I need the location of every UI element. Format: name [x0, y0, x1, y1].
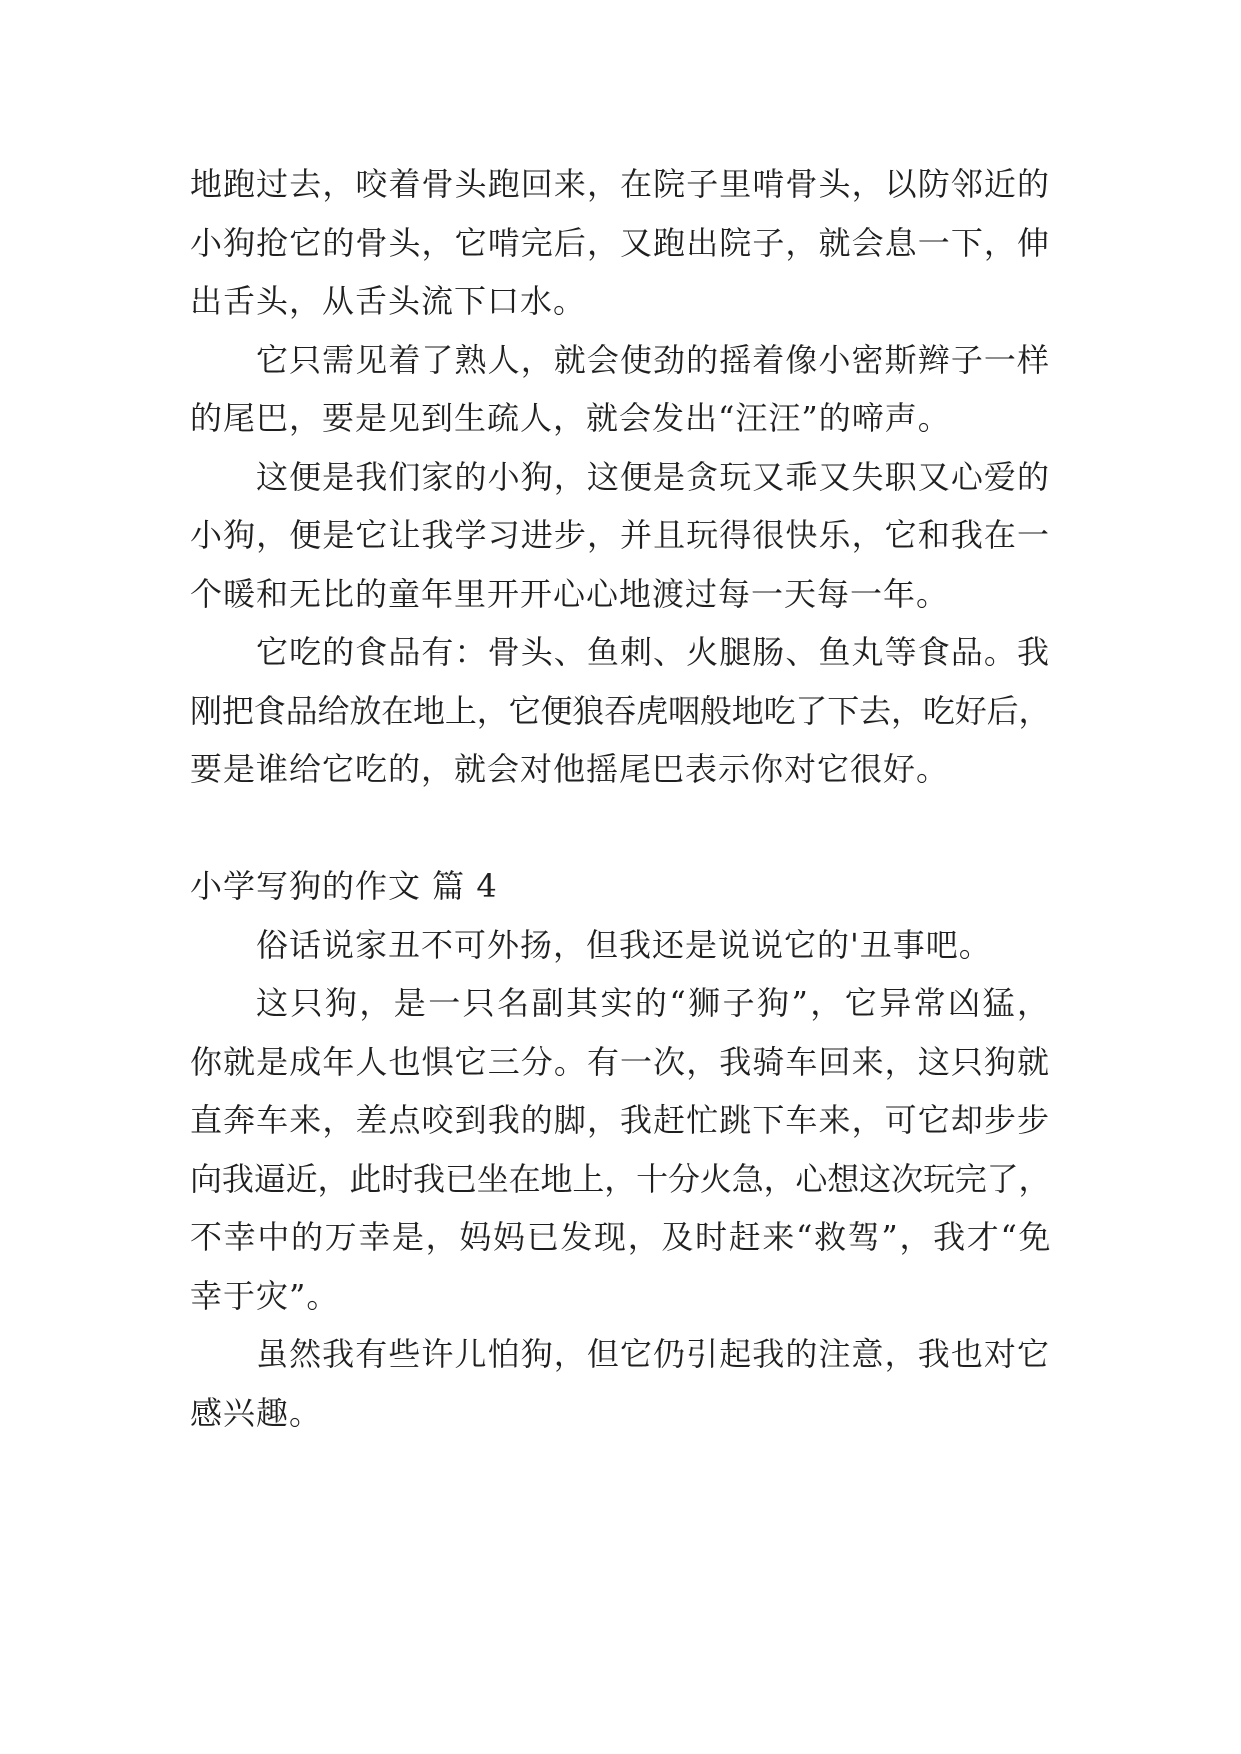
paragraph: [190, 974, 1050, 1325]
text-line: 这只狗，是一只名副其实的“狮子狗”，它异常凶猛，: [256, 984, 1050, 1022]
text-line: 感兴趣。: [190, 1393, 323, 1432]
text-line: 虽然我有些许儿怕狗，但它仍引起我的注意，我也对它: [256, 1335, 1050, 1373]
text-line: 向我逼近，此时我已坐在地上，十分火急，心想这次玩完了，: [190, 1159, 1050, 1198]
paragraph: [190, 331, 1050, 448]
text-line: 要是谁给它吃的，就会对他摇尾巴表示你对它很好。: [190, 750, 950, 788]
text-line: 幸于灾”。: [190, 1276, 340, 1315]
paragraph: [190, 916, 1050, 975]
text-line: 不幸中的万幸是，妈妈已发现，及时赶来“救驾”，我才“免: [190, 1218, 1050, 1256]
paragraph: [190, 623, 1050, 799]
text-line: 小狗，便是它让我学习进步，并且玩得很快乐，它和我在一: [190, 516, 1050, 554]
paragraph: [190, 155, 1050, 331]
text-line: 地跑过去，咬着骨头跑回来，在院子里啃骨头，以防邻近的: [190, 165, 1050, 203]
text-line: 小狗抢它的骨头，它啃完后，又跑出院子，就会息一下，伸: [190, 223, 1050, 262]
section-heading: 小学写狗的作文 篇 4: [190, 867, 498, 905]
text-line: 出舌头，从舌头流下口水。: [190, 282, 587, 320]
text-line: 它只需见着了熟人，就会使劲的摇着像小密斯辫子一样: [256, 340, 1050, 379]
text-line: 俗话说家丑不可外扬，但我还是说说它的'丑事吧。: [256, 925, 992, 964]
paragraph: [190, 1325, 1050, 1442]
text-line: 它吃的食品有：骨头、鱼刺、火腿肠、鱼丸等食品。我: [256, 633, 1050, 671]
blank-line: [190, 799, 1050, 858]
text-line: 个暖和无比的童年里开开心心地渡过每一天每一年。: [190, 574, 950, 613]
text-line: 直奔车来，差点咬到我的脚，我赶忙跳下车来，可它却步步: [190, 1101, 1050, 1139]
paragraph: [190, 448, 1050, 624]
text-line: 的尾巴，要是见到生疏人，就会发出“汪汪”的啼声。: [190, 399, 951, 437]
document-page: [190, 155, 1050, 1442]
text-line: 这便是我们家的小狗，这便是贪玩又乖又失职又心爱的: [256, 457, 1050, 496]
text-line: 刚把食品给放在地上，它便狼吞虎咽般地吃了下去，吃好后，: [190, 691, 1050, 730]
text-line: 你就是成年人也惧它三分。有一次，我骑车回来，这只狗就: [190, 1042, 1050, 1081]
